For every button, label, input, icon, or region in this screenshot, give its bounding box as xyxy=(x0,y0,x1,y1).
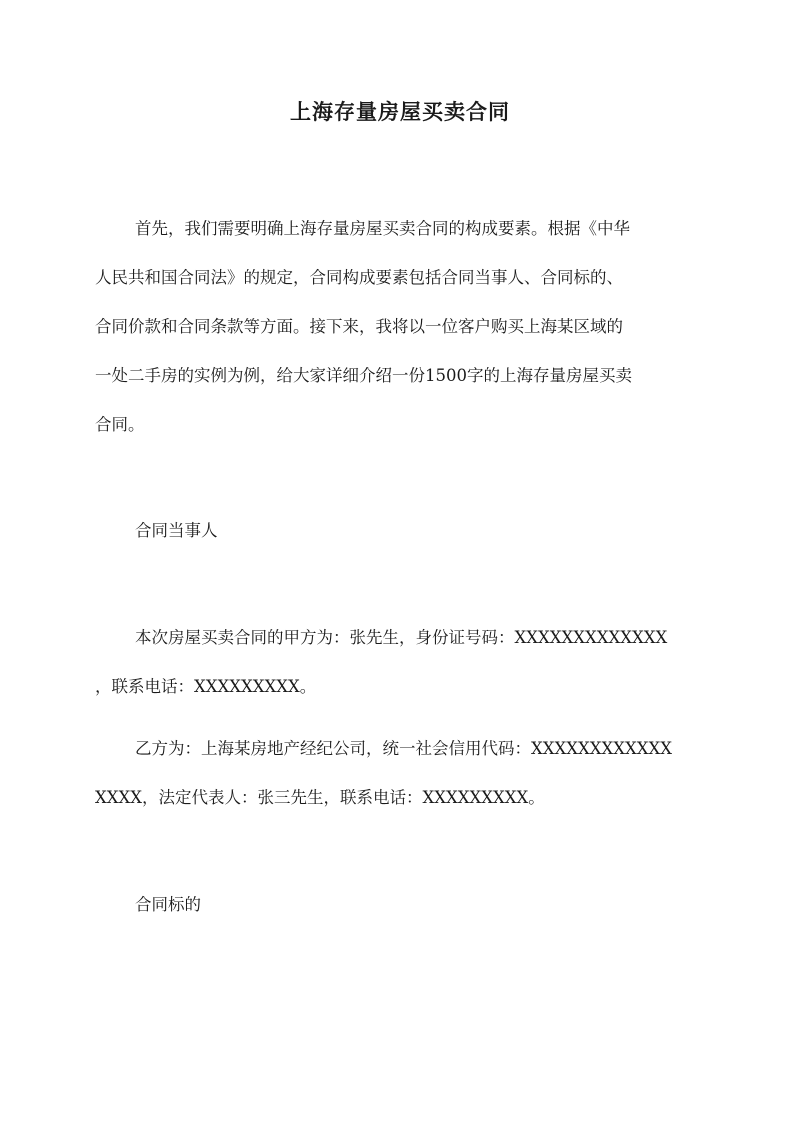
party-a-line-1: 本次房屋买卖合同的甲方为：张先生，身份证号码：XXXXXXXXXXXXX xyxy=(135,628,668,647)
party-a-line-2: ，联系电话：XXXXXXXXX。 xyxy=(95,677,317,696)
intro-line-5: 合同。 xyxy=(95,415,145,434)
intro-line-3: 合同价款和合同条款等方面。接下来，我将以一位客户购买上海某区域的 xyxy=(95,317,623,336)
intro-line-4: 一处二手房的实例为例，给大家详细介绍一份1500字的上海存量房屋买卖 xyxy=(95,366,632,385)
party-b-line-2: XXXX，法定代表人：张三先生，联系电话：XXXXXXXXX。 xyxy=(95,788,545,807)
intro-line-1: 首先，我们需要明确上海存量房屋买卖合同的构成要素。根据《中华 xyxy=(135,219,630,238)
section-heading-subject: 合同标的 xyxy=(135,895,201,914)
party-b-line-1: 乙方为：上海某房地产经纪公司，统一社会信用代码：XXXXXXXXXXXX xyxy=(135,739,672,758)
intro-line-2: 人民共和国合同法》的规定，合同构成要素包括合同当事人、合同标的、 xyxy=(95,268,623,287)
section-heading-parties: 合同当事人 xyxy=(135,521,218,540)
document-title: 上海存量房屋买卖合同 xyxy=(290,99,510,124)
